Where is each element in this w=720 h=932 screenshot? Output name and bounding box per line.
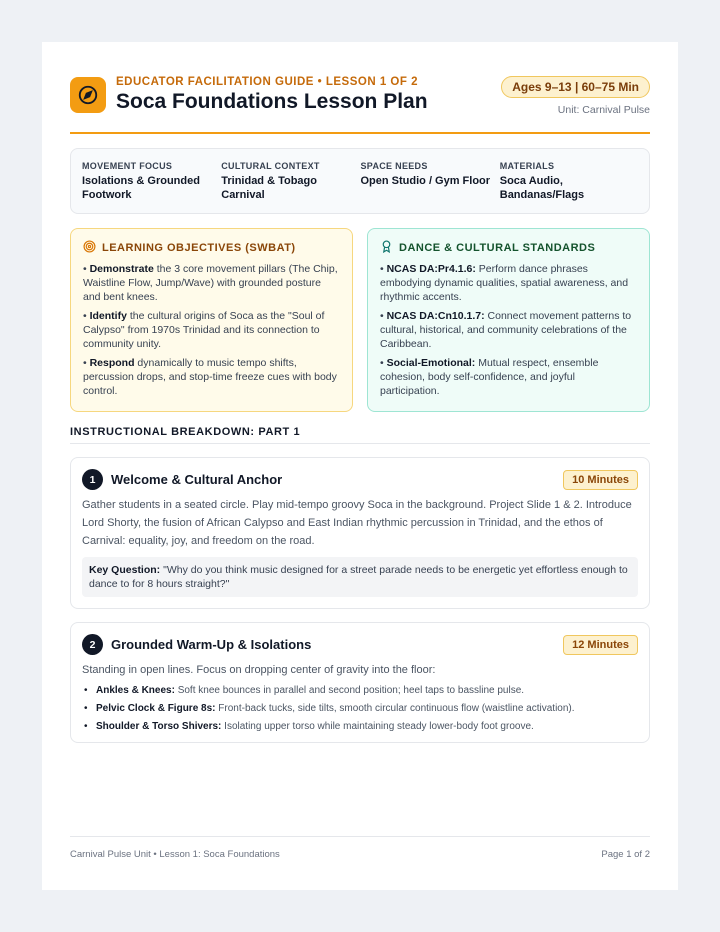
learning-objectives-card bbox=[70, 228, 353, 412]
fact-cultural-context bbox=[221, 161, 360, 213]
fact-label: SPACE NEEDS bbox=[360, 161, 428, 171]
step-duration-badge: 10 Minutes bbox=[563, 470, 638, 490]
guide-eyebrow: EDUCATOR FACILITATION GUIDE • LESSON 1 OF 2 bbox=[116, 76, 418, 88]
key-question-label: Key Question: bbox=[89, 564, 161, 576]
page-number: Page 1 of 2 bbox=[601, 849, 650, 860]
key-question-text: "Why do you think music designed for a street parade needs to be energetic yet effortless enough to dance to for 8 hours straight?" bbox=[89, 564, 628, 590]
lesson-plan-page bbox=[42, 42, 678, 890]
objective-text: the cultural origins of Soca as the "Soul of Calypso" from 1970s Trinidad and its connection to community unity. bbox=[83, 310, 325, 350]
standards-card bbox=[367, 228, 650, 412]
footer-unit-lesson: Carnival Pulse Unit • Lesson 1: Soca Foundations bbox=[70, 849, 280, 860]
step-title: Grounded Warm-Up & Isolations bbox=[111, 637, 312, 652]
standard-text: Mutual respect, ensemble cohesion, body self-confidence, and joyful participation. bbox=[380, 357, 599, 397]
step-duration-badge: 12 Minutes bbox=[563, 635, 638, 655]
objective-item: • Identify the cultural origins of Soca as the "Soul of Calypso" from 1970s Trinidad and its connection to community unity. bbox=[83, 310, 325, 350]
objectives-heading bbox=[83, 240, 340, 256]
step-card-welcome bbox=[70, 457, 650, 609]
step-title: Welcome & Cultural Anchor bbox=[111, 472, 283, 487]
list-item bbox=[82, 700, 638, 718]
objective-item: • Demonstrate the 3 core movement pillars (The Chip, Waistline Flow, Jump/Wave) with grounded posture and bent knees. bbox=[83, 263, 338, 303]
step-number: 1 bbox=[82, 469, 103, 490]
fact-materials bbox=[500, 161, 639, 213]
bullet-lead: Ankles & Knees: bbox=[96, 685, 175, 696]
brand-block bbox=[70, 76, 428, 114]
page-title: Soca Foundations Lesson Plan bbox=[116, 90, 428, 113]
fact-value: Open Studio / Gym Floor bbox=[360, 175, 491, 187]
fact-label: CULTURAL CONTEXT bbox=[221, 161, 320, 171]
fact-value: Soca Audio, Bandanas/Flags bbox=[499, 175, 585, 201]
standard-item: • NCAS DA:Cn10.1.7: Connect movement patterns to cultural, historical, and community celebrations of the Caribbean. bbox=[380, 310, 632, 350]
bullet-text: Front-back tucks, side tilts, smooth circular continuous flow (waistline activation). bbox=[215, 703, 575, 714]
fact-label: MOVEMENT FOCUS bbox=[82, 161, 173, 171]
fact-value: Trinidad & Tobago Carnival bbox=[221, 175, 317, 201]
unit-label: Unit: Carnival Pulse bbox=[557, 104, 650, 116]
bullet-lead: Pelvic Clock & Figure 8s: bbox=[96, 703, 216, 714]
award-icon bbox=[380, 240, 399, 256]
list-item bbox=[82, 682, 638, 700]
page-header bbox=[70, 76, 650, 132]
step-description: Gather students in a seated circle. Play mid-tempo groovy Soca in the background. Project Slide 1 & 2. Introduce Lord Shorty, the fusion of African Calypso and East Indian rhythmic percussion in Trinidad, and the ethos of Carnival: equality, joy, and freedom on the road. bbox=[82, 499, 632, 547]
fact-label: MATERIALS bbox=[499, 161, 555, 171]
bullet-text: Soft knee bounces in parallel and second position; heel taps to bassline pulse. bbox=[174, 685, 525, 696]
standards-heading-text: DANCE & CULTURAL STANDARDS bbox=[399, 242, 596, 254]
standard-text: Perform dance phrases embodying dynamic qualities, spatial awareness, and rhythmic accents. bbox=[380, 263, 629, 303]
objectives-heading-text: LEARNING OBJECTIVES (SWBAT) bbox=[102, 242, 296, 254]
breakdown-section-title: INSTRUCTIONAL BREAKDOWN: PART 1 bbox=[70, 426, 650, 444]
standard-text: Connect movement patterns to cultural, historical, and community celebrations of the Caribbean. bbox=[380, 310, 632, 350]
warmup-bullet-list bbox=[82, 682, 638, 736]
standard-item: • NCAS DA:Pr4.1.6: Perform dance phrases embodying dynamic qualities, spatial awareness, and rhythmic accents. bbox=[380, 263, 629, 303]
key-question-box bbox=[82, 557, 638, 597]
target-icon bbox=[83, 240, 102, 256]
page-footer bbox=[70, 836, 650, 860]
objectives-standards-row bbox=[70, 228, 650, 412]
header-meta bbox=[501, 76, 650, 116]
standard-item: • Social-Emotional: Mutual respect, ensemble cohesion, body self-confidence, and joyful participation. bbox=[380, 357, 599, 397]
objective-lead: Respond bbox=[89, 357, 135, 369]
list-item bbox=[82, 718, 638, 736]
fact-movement-focus bbox=[82, 161, 221, 213]
fact-value: Isolations & Grounded Footwork bbox=[82, 175, 200, 201]
standard-lead: Social-Emotional: bbox=[386, 357, 476, 369]
objective-lead: Demonstrate bbox=[89, 263, 154, 275]
age-duration-badge: Ages 9–13 | 60–75 Min bbox=[501, 76, 650, 98]
objective-item: • Respond dynamically to music tempo shifts, percussion drops, and stop-time freeze cues with body control. bbox=[83, 357, 337, 397]
objective-text: the 3 core movement pillars (The Chip, Waistline Flow, Jump/Wave) with grounded posture and bent knees. bbox=[83, 263, 338, 303]
bullet-lead: Shoulder & Torso Shivers: bbox=[96, 721, 222, 732]
step-number: 2 bbox=[82, 634, 103, 655]
objective-lead: Identify bbox=[89, 310, 127, 322]
compass-icon bbox=[70, 77, 106, 113]
step-header bbox=[82, 469, 638, 490]
step-card-warmup bbox=[70, 622, 650, 743]
standard-lead: NCAS DA:Cn10.1.7: bbox=[386, 310, 485, 322]
step-description: Standing in open lines. Focus on dropping center of gravity into the floor: bbox=[82, 664, 436, 676]
objective-text: dynamically to music tempo shifts, percussion drops, and stop-time freeze cues with body control. bbox=[83, 357, 337, 397]
header-divider bbox=[70, 132, 650, 134]
bullet-text: Isolating upper torso while maintaining steady lower-body foot groove. bbox=[221, 721, 534, 732]
standards-heading bbox=[380, 240, 637, 256]
quick-facts-bar bbox=[70, 148, 650, 214]
step-header bbox=[82, 634, 638, 655]
standard-lead: NCAS DA:Pr4.1.6: bbox=[386, 263, 476, 275]
fact-space-needs bbox=[361, 161, 500, 213]
